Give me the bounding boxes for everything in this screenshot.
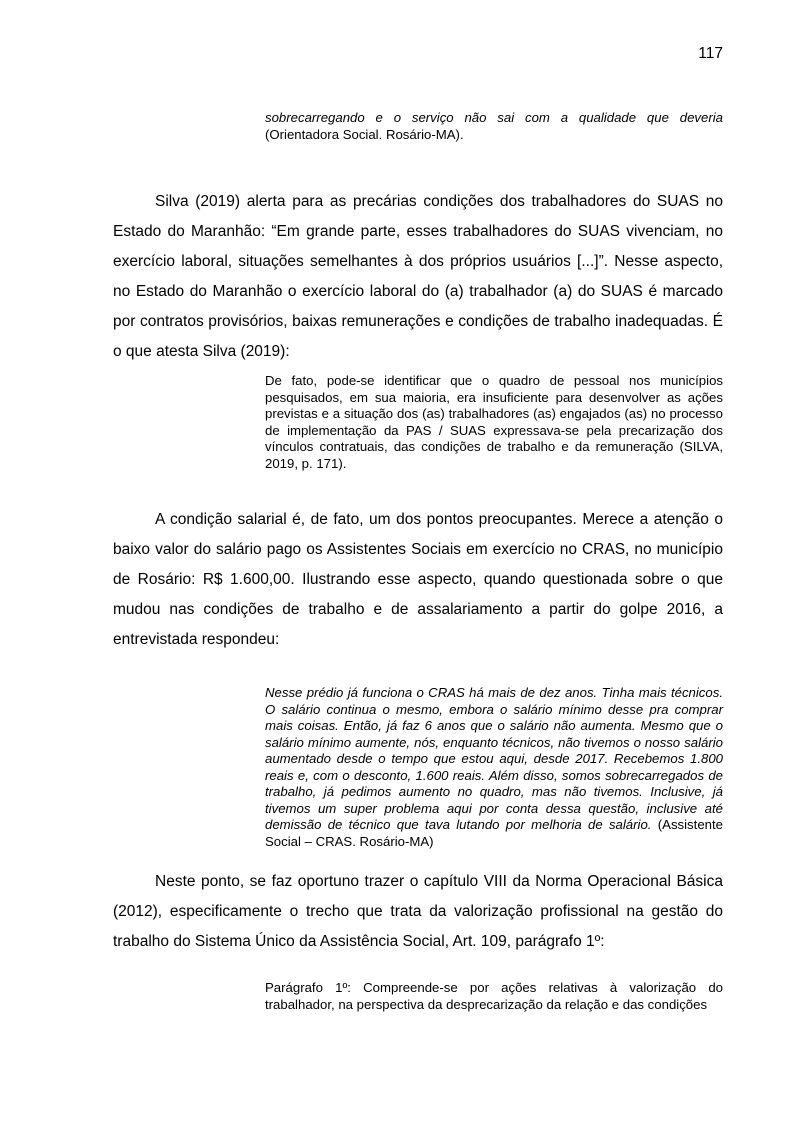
quote-text-italic: sobrecarregando e o serviço não sai com a qualidade que deveria	[265, 110, 723, 125]
page-number: 117	[698, 45, 723, 62]
quote-attribution: (Assistente Social – CRAS. Rosário-MA)	[265, 817, 723, 849]
paragraph-condicao-salarial: A condição salarial é, de fato, um dos pontos preocupantes. Merece a atenção o baixo valor do salário pago os Assistentes Sociais em exercício no CRAS, no município de Rosário: R$ 1.600,00. Ilustrando esse aspecto, quando questionada sobre o que mudou nas condições de trabalho e de assalariamento a partir do golpe 2016, a entrevistada respondeu:	[113, 511, 723, 648]
paragraph-silva-alerta: Silva (2019) alerta para as precárias condições dos trabalhadores do SUAS no Estado do Maranhão: “Em grande parte, esses trabalhadores do SUAS vivenciam, no exercício laboral, situações semelhantes à dos próprios usuários [...]”. Nesse aspecto, no Estado do Maranhão o exercício laboral do (a) trabalhador (a) do SUAS é marcado por contratos provisórios, baixas remunerações e condições de trabalho inadequadas. É o que atesta Silva (2019):	[113, 193, 723, 360]
block-quote-silva-2019: De fato, pode-se identificar que o quadro de pessoal nos municípios pesquisados, em sua maioria, era insuficiente para desenvolver as ações previstas e a situação dos (as) trabalhadores (as) engajados (as) no processo de implementação da PAS / SUAS expressava-se pela precarização dos vínculos contratuais, das condições de trabalho e da remuneração (SILVA, 2019, p. 171).	[265, 373, 723, 471]
block-quote-paragrafo-1: Parágrafo 1º: Compreende-se por ações relativas à valorização do trabalhador, na perspectiva da desprecarização da relação e das condições	[265, 980, 723, 1012]
paragraph-neste-ponto: Neste ponto, se faz oportuno trazer o capítulo VIII da Norma Operacional Básica (2012), especificamente o trecho que trata da valorização profissional na gestão do trabalho do Sistema Único da Assistência Social, Art. 109, parágrafo 1º:	[113, 873, 723, 950]
quote-text-italic: Nesse prédio já funciona o CRAS há mais de dez anos. Tinha mais técnicos. O salário continua o mesmo, embora o salário mínimo desse pra comprar mais coisas. Então, já faz 6 anos que o salário não aumenta. Mesmo que o salário mínimo aumente, nós, enquanto técnicos, não tivemos o nosso salário aumentado desde o tempo que estou aqui, desde 2017. Recebemos 1.800 reais e, com o desconto, 1.600 reais. Além disso, somos sobrecarregados de trabalho, já pedimos aumento no quadro, mas não tivemos. Inclusive, já tivemos um super problema aqui por conta dessa questão, inclusive até demissão de técnico que tava lutando por melhoria de salário.	[265, 685, 723, 832]
block-quote-orientadora	[265, 110, 723, 143]
quote-attribution: (Orientadora Social. Rosário-MA).	[265, 126, 464, 142]
block-quote-assistente-social	[265, 685, 723, 850]
